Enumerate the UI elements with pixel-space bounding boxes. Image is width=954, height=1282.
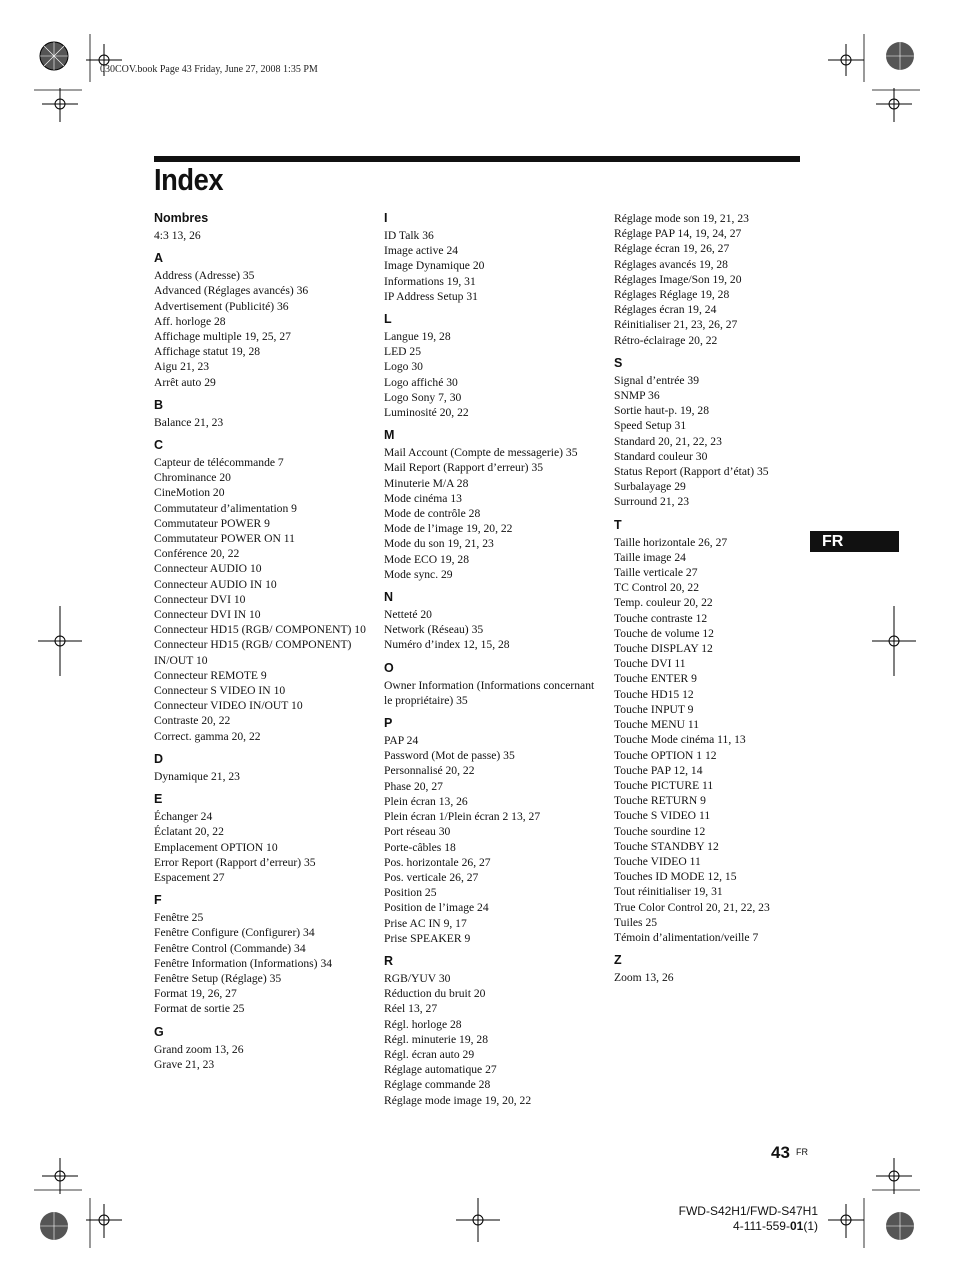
index-section-heading: I [384,211,388,225]
index-section-heading: D [154,751,164,766]
index-entry: Logo affiché 30 [384,375,458,389]
index-entry: Address (Adresse) 35 [154,269,255,283]
index-entry: Tuiles 25 [614,915,658,929]
index-entry: Commutateur POWER ON 11 [154,532,295,546]
index-entry: Signal d’entrée 39 [614,373,699,387]
index-entry: Chrominance 20 [154,471,231,485]
index-entry: Touche HD15 12 [614,687,694,701]
index-entry: Fenêtre 25 [154,911,204,925]
index-entry: Témoin d’alimentation/veille 7 [614,930,759,944]
index-entry: Touche STANDBY 12 [614,839,719,853]
index-entry: Touche sourdine 12 [614,824,706,838]
index-section-heading: F [154,893,162,908]
index-entry: Logo Sony 7, 30 [384,390,462,404]
index-entry: Position 25 [384,886,437,900]
model-name: FWD-S42H1/FWD-S47H1 [678,1204,818,1218]
index-entry: Affichage statut 19, 28 [154,345,261,359]
index-entry: Pos. verticale 26, 27 [384,870,479,884]
index-entry: Phase 20, 27 [384,779,443,793]
index-entry: Connecteur VIDEO IN/OUT 10 [154,699,303,713]
index-entry: Fenêtre Setup (Réglage) 35 [154,971,282,985]
index-section-heading: L [384,312,392,327]
index-entry: Touche Mode cinéma 11, 13 [614,733,746,747]
index-entry: Réglage mode son 19, 21, 23 [614,212,749,225]
index-entry: Éclatant 20, 22 [154,825,224,839]
language-tab: FR [810,531,899,552]
index-entry: Conférence 20, 22 [154,547,240,561]
index-entry: Connecteur AUDIO IN 10 [154,577,277,591]
index-entry: Mode de contrôle 28 [384,507,481,521]
index-entry: Netteté 20 [384,608,432,622]
index-entry: Mode de l’image 19, 20, 22 [384,522,513,536]
index-entry: Touches ID MODE 12, 15 [614,870,737,884]
index-entry: Position de l’image 24 [384,901,489,915]
crop-mark-mid-right [862,606,922,676]
part-code [679,1219,818,1234]
crop-mark-bottom-center [448,1184,508,1244]
index-entry: True Color Control 20, 21, 22, 23 [614,900,770,914]
title-rule [154,156,800,162]
index-entry: Espacement 27 [154,870,225,884]
index-entry: Commutateur POWER 9 [154,516,270,530]
index-entry: Réglage commande 28 [384,1078,491,1092]
index-entry: Luminosité 20, 22 [384,406,469,420]
index-entry: Grand zoom 13, 26 [154,1042,244,1056]
index-entry: Taille verticale 27 [614,566,698,580]
index-entry: Logo 30 [384,360,423,374]
index-entry: Mode sync. 29 [384,567,453,581]
index-entry: Advertisement (Publicité) 36 [154,299,289,313]
index-entry: Touche DVI 11 [614,657,686,671]
index-entry: Port réseau 30 [384,825,451,839]
index-entry: Réglage PAP 14, 19, 24, 27 [614,227,742,241]
index-entry: Touche OPTION 1 12 [614,748,717,762]
index-entry: Commutateur d’alimentation 9 [154,501,297,515]
index-section-heading: O [384,660,394,675]
index-section-heading: A [154,251,164,266]
index-entry: LED 25 [384,345,422,359]
crop-mark-mid-left [34,606,94,676]
index-entry: Porte-câbles 18 [384,840,456,854]
model-info [679,1204,818,1234]
index-entry: Mode ECO 19, 28 [384,552,470,566]
index-section-heading: M [384,428,395,443]
index-entry: Connecteur REMOTE 9 [154,668,267,682]
crop-mark-top-right [810,34,920,144]
index-entry: Format de sortie 25 [154,1002,245,1016]
index-entry: Password (Mot de passe) 35 [384,749,515,763]
index-entry: Image active 24 [384,244,459,258]
index-column-1 [154,211,372,1072]
index-entry: Touche PAP 12, 14 [614,763,703,777]
index-entry: Prise AC IN 9, 17 [384,916,467,930]
index-entry: Connecteur S VIDEO IN 10 [154,684,286,698]
index-entry: Owner Information (Informations concernant le propriétaire) 35 [384,678,595,707]
index-entry: ID Talk 36 [384,229,434,242]
index-entry: Status Report (Rapport d’état) 35 [614,465,769,479]
index-entry: Personnalisé 20, 22 [384,764,475,778]
index-entry: Plein écran 1/Plein écran 2 13, 27 [384,810,541,824]
page-number: 43 [771,1143,790,1162]
index-entry: Pos. horizontale 26, 27 [384,855,491,869]
index-entry: Format 19, 26, 27 [154,987,237,1001]
index-entry: Minuterie M/A 28 [384,476,469,490]
index-entry: Réglages écran 19, 24 [614,303,717,317]
index-entry: Balance 21, 23 [154,415,224,429]
index-entry: Rétro-éclairage 20, 22 [614,333,718,347]
index-entry: Error Report (Rapport d’erreur) 35 [154,855,316,869]
index-entry: Surbalayage 29 [614,480,686,494]
index-entry: Taille image 24 [614,550,686,564]
index-section-heading: C [154,438,164,453]
index-entry: Régl. horloge 28 [384,1017,462,1031]
index-entry: Touche MENU 11 [614,718,700,732]
part-code-suffix: (1) [803,1219,818,1233]
index-entry: Touche de volume 12 [614,626,714,640]
index-entry: Grave 21, 23 [154,1057,215,1071]
index-entry: RGB/YUV 30 [384,971,451,985]
index-entry: Affichage multiple 19, 25, 27 [154,330,291,344]
index-entry: Touche S VIDEO 11 [614,809,711,823]
index-entry: Touche INPUT 9 [614,702,694,716]
index-entry: Aff. horloge 28 [154,314,226,328]
index-entry: Mode cinéma 13 [384,491,462,505]
index-entry: Connecteur HD15 (RGB/ COMPONENT) IN/OUT 10 [154,638,352,667]
index-entry: IP Address Setup 31 [384,289,478,303]
index-section-heading: Nombres [154,211,209,225]
index-entry: Arrêt auto 29 [154,375,216,389]
index-entry: Réel 13, 27 [384,1002,438,1016]
index-section-heading: R [384,953,394,968]
index-entry: SNMP 36 [614,389,660,403]
index-entry: Réglage automatique 27 [384,1063,497,1077]
index-entry: Plein écran 13, 26 [384,794,468,808]
index-entry: Connecteur DVI 10 [154,592,246,606]
index-entry: Régl. écran auto 29 [384,1047,475,1061]
index-entry: Sortie haut-p. 19, 28 [614,404,709,418]
index-entry: Emplacement OPTION 10 [154,840,278,854]
index-entry: Réglages avancés 19, 28 [614,257,728,271]
crop-mark-bottom-right [810,1138,920,1248]
file-header-line: 030COV.book Page 43 Friday, June 27, 2008 1:35 PM [100,64,318,75]
index-entry: Fenêtre Configure (Configurer) 34 [154,926,315,940]
index-entry: Standard couleur 30 [614,449,708,463]
index-entry: Zoom 13, 26 [614,971,674,985]
index-entry: Réglages Réglage 19, 28 [614,288,730,302]
index-entry: Touche RETURN 9 [614,794,706,808]
index-entry: Advanced (Réglages avancés) 36 [154,284,309,298]
index-entry: Fenêtre Information (Informations) 34 [154,956,333,970]
index-entry: Network (Réseau) 35 [384,623,484,637]
index-entry: Connecteur AUDIO 10 [154,562,262,576]
index-entry: Échanger 24 [154,810,213,824]
index-entry: Speed Setup 31 [614,419,687,433]
index-entry: Touche PICTURE 11 [614,778,714,792]
index-section-heading: E [154,792,163,807]
index-entry: Fenêtre Control (Commande) 34 [154,941,306,955]
index-entry: Aigu 21, 23 [154,360,210,374]
index-entry: CineMotion 20 [154,486,225,500]
index-entry: Touche ENTER 9 [614,672,697,686]
index-entry: Informations 19, 31 [384,274,476,288]
index-entry: Touche DISPLAY 12 [614,642,713,656]
part-code-prefix: 4-111-559- [733,1219,790,1233]
index-entry: Touche VIDEO 11 [614,854,701,868]
index-section-heading: Z [614,953,622,968]
index-entry: Taille horizontale 26, 27 [614,535,728,549]
index-entry: Prise SPEAKER 9 [384,931,471,945]
index-section-heading: G [154,1024,164,1039]
index-entry: Dynamique 21, 23 [154,769,240,783]
index-entry: Image Dynamique 20 [384,259,485,273]
index-entry: Langue 19, 28 [384,330,451,344]
index-entry: Numéro d’index 12, 15, 28 [384,638,510,652]
index-entry: Réinitialiser 21, 23, 26, 27 [614,318,738,332]
index-entry: Réglage écran 19, 26, 27 [614,242,730,256]
index-entry: TC Control 20, 22 [614,581,700,595]
index-section-heading: T [614,517,622,532]
index-entry: Mail Account (Compte de messagerie) 35 [384,446,578,460]
index-entry: Mail Report (Rapport d’erreur) 35 [384,461,544,475]
index-entry: Standard 20, 21, 22, 23 [614,434,722,448]
crop-mark-top-left [34,34,144,144]
index-entry: Connecteur HD15 (RGB/ COMPONENT) 10 [154,623,366,637]
index-entry: Contraste 20, 22 [154,714,231,728]
index-entry: PAP 24 [384,734,419,748]
index-section-heading: B [154,397,164,412]
index-section-heading: S [614,355,623,370]
index-entry: Réglage mode image 19, 20, 22 [384,1093,532,1107]
index-entry: Capteur de télécommande 7 [154,456,284,470]
index-column-3 [614,211,832,985]
index-section-heading: N [384,590,394,605]
index-entry: Surround 21, 23 [614,495,690,509]
index-entry: Tout réinitialiser 19, 31 [614,885,723,899]
index-entry: Connecteur DVI IN 10 [154,608,261,622]
index-entry: Réglages Image/Son 19, 20 [614,272,742,286]
index-entry: Touche contraste 12 [614,611,708,625]
index-column-2 [384,211,602,1108]
page-title: Index [154,162,224,197]
index-entry: Temp. couleur 20, 22 [614,596,713,610]
index-entry: Réduction du bruit 20 [384,987,486,1001]
index-section-heading: P [384,716,393,731]
crop-mark-bottom-left [34,1138,144,1248]
index-entry: 4:3 13, 26 [154,229,201,242]
part-code-bold: 01 [789,1219,804,1233]
index-entry: Mode du son 19, 21, 23 [384,537,494,551]
index-entry: Régl. minuterie 19, 28 [384,1032,489,1046]
index-entry: Correct. gamma 20, 22 [154,729,261,743]
page-number-suffix: FR [796,1147,808,1157]
